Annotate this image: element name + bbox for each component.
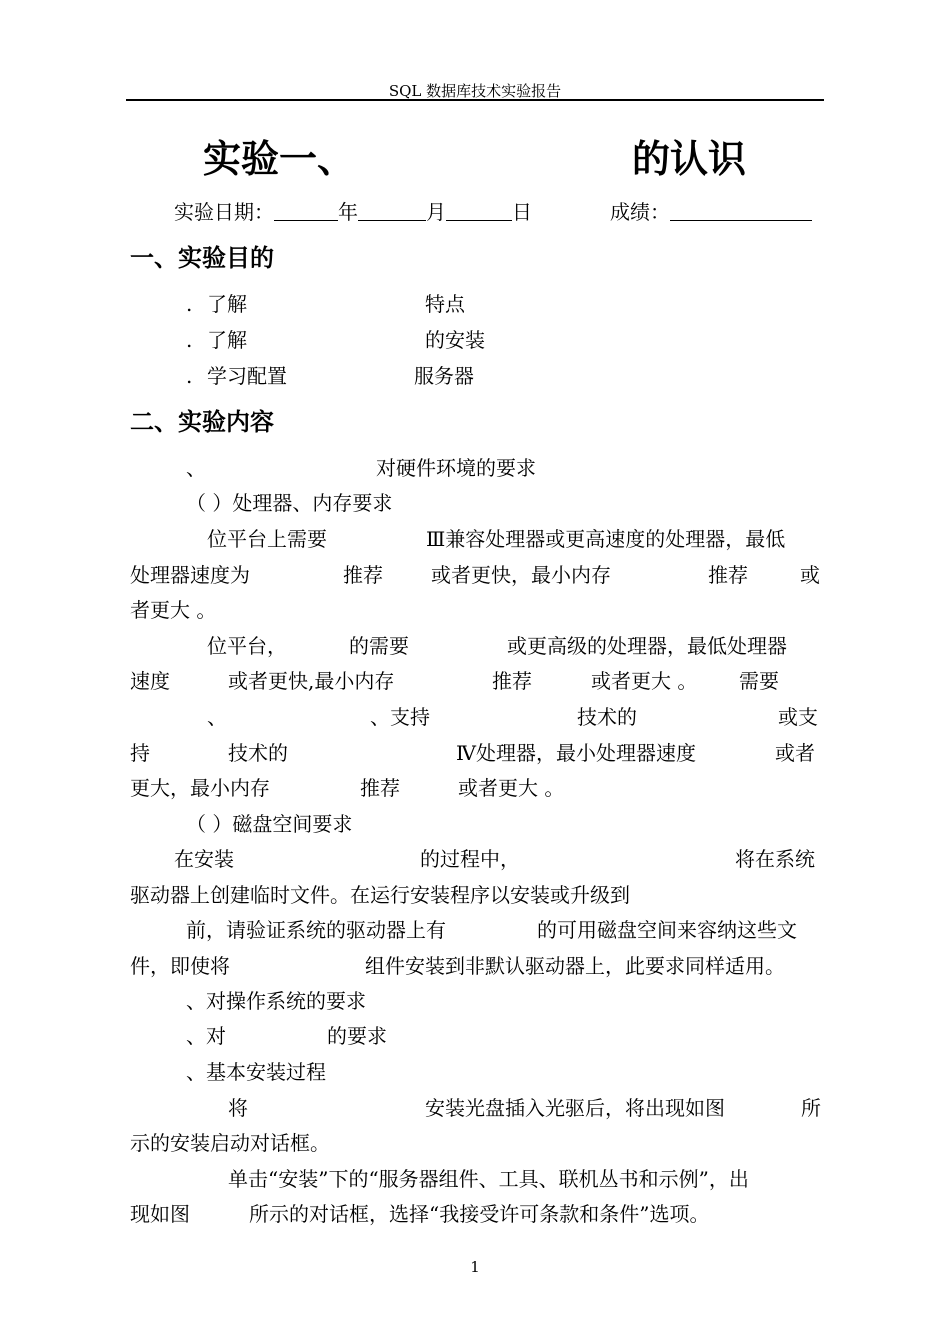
- score-blank[interactable]: [670, 202, 812, 221]
- date-line: [174, 200, 532, 224]
- subheading-cpu-memory: （ ）处理器、内存要求: [186, 491, 393, 515]
- content-line: 位平台上需要: [207, 527, 327, 551]
- content-line: 、对: [186, 1024, 226, 1048]
- content-line: 的过程中，: [420, 847, 520, 871]
- objective-2-text: 了解: [207, 328, 247, 352]
- content-line: 的需要: [349, 634, 409, 658]
- content-line: 推荐: [492, 669, 532, 693]
- section-heading-content: 二、实验内容: [130, 408, 274, 436]
- content-line: 处理器速度为: [130, 563, 250, 587]
- day-label: 日: [512, 200, 532, 224]
- content-line: 对硬件环境的要求: [376, 456, 536, 480]
- objective-3-tail: 服务器: [414, 364, 474, 388]
- content-line: 现如图: [130, 1202, 190, 1226]
- header-rule: [126, 99, 824, 101]
- content-line: 所示的对话框，选择“我接受许可条款和条件”选项。: [249, 1202, 710, 1226]
- content-line: 组件安装到非默认驱动器上，此要求同样适用。: [365, 954, 785, 978]
- content-line: 或者更大 。: [458, 776, 565, 800]
- score-label: 成绩：: [610, 200, 670, 224]
- content-line: Ⅳ处理器，最小处理器速度: [456, 741, 696, 765]
- content-line: 、支持: [370, 705, 430, 729]
- page-number: 1: [470, 1258, 480, 1276]
- subheading-install-process: 、基本安装过程: [186, 1060, 326, 1084]
- content-line: 单击“安装”下的“服务器组件、工具、联机丛书和示例”，出: [228, 1167, 749, 1191]
- section-heading-objectives: 一、实验目的: [130, 244, 274, 272]
- content-line: 技术的: [577, 705, 637, 729]
- month-blank[interactable]: [358, 202, 426, 221]
- content-line: 安装光盘插入光驱后，将出现如图: [425, 1096, 725, 1120]
- content-line: 推荐: [360, 776, 400, 800]
- day-blank[interactable]: [446, 202, 512, 221]
- content-line: Ⅲ兼容处理器或更高速度的处理器，最低: [426, 527, 786, 551]
- content-line: 将在系统: [735, 847, 815, 871]
- content-line: 示的安装启动对话框。: [130, 1131, 330, 1155]
- content-line: 推荐: [708, 563, 748, 587]
- page-title-right: 的认识: [632, 137, 747, 181]
- content-line: 、: [186, 456, 206, 480]
- content-line: 或者更快，最小内存: [431, 563, 611, 587]
- objective-2-tail: 的安装: [425, 328, 485, 352]
- date-label: 实验日期：: [174, 200, 274, 224]
- content-line: 在安装: [174, 847, 234, 871]
- subheading-disk-space: （ ）磁盘空间要求: [186, 812, 353, 836]
- content-line: 将: [228, 1096, 248, 1120]
- content-line: 或支: [778, 705, 818, 729]
- objective-3-text: 学习配置: [207, 364, 287, 388]
- content-line: 推荐: [343, 563, 383, 587]
- content-line: 技术的: [228, 741, 288, 765]
- year-blank[interactable]: [274, 202, 338, 221]
- objective-2-num: .: [186, 328, 193, 352]
- objective-1-num: .: [186, 292, 193, 316]
- objective-1-text: 了解: [207, 292, 247, 316]
- content-line: 的要求: [327, 1024, 387, 1048]
- content-line: 或更高级的处理器，最低处理器: [507, 634, 787, 658]
- content-line: 所: [801, 1096, 821, 1120]
- year-label: 年: [338, 200, 358, 224]
- score-line: [610, 200, 812, 224]
- content-line: 位平台，: [207, 634, 287, 658]
- content-line: 或者: [775, 741, 815, 765]
- content-line: 更大，最小内存: [130, 776, 270, 800]
- content-line: 需要: [739, 669, 779, 693]
- content-line: 者更大 。: [130, 598, 217, 622]
- content-line: 驱动器上创建临时文件。在运行安装程序以安装或升级到: [130, 883, 630, 907]
- running-header: SQL 数据库技术实验报告: [388, 82, 562, 100]
- content-line: 或者更快,最小内存: [228, 669, 395, 693]
- subheading-os-requirements: 、对操作系统的要求: [186, 989, 366, 1013]
- content-line: 或: [800, 563, 820, 587]
- content-line: 的可用磁盘空间来容纳这些文: [537, 918, 797, 942]
- objective-1-tail: 特点: [425, 292, 465, 316]
- content-line: 或者更大 。: [591, 669, 698, 693]
- content-line: 、: [207, 705, 227, 729]
- page-title-left: 实验一、: [203, 137, 356, 181]
- content-line: 持: [130, 741, 150, 765]
- content-line: 前，请验证系统的驱动器上有: [186, 918, 446, 942]
- content-line: 件，即使将: [130, 954, 230, 978]
- objective-3-num: .: [186, 364, 193, 388]
- content-line: 速度: [130, 669, 170, 693]
- month-label: 月: [426, 200, 446, 224]
